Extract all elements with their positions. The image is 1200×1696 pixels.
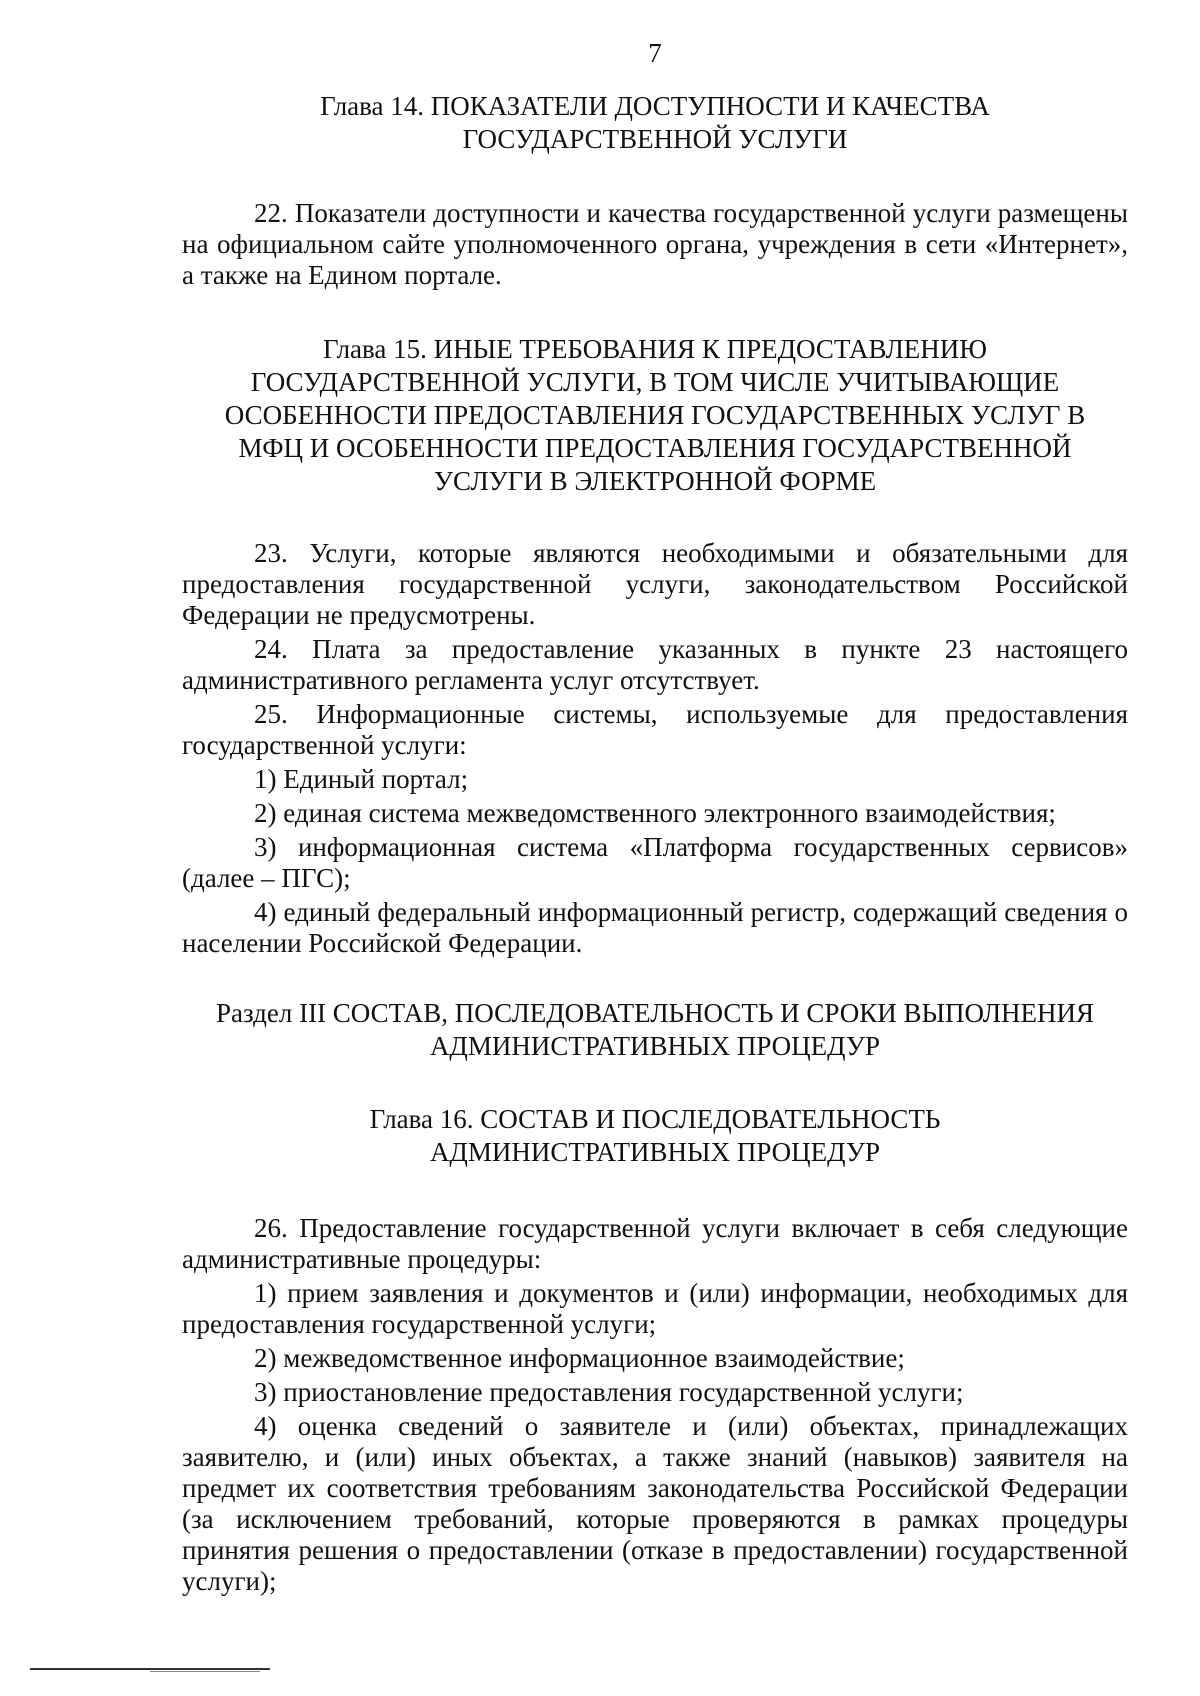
list-item: 1) прием заявления и документов и (или) информации, необходимых для предоставления государственной услуги; (182, 1278, 1128, 1339)
paragraph-26: 26. Предоставление государственной услуги включает в себя следующие административные процедуры: (182, 1213, 1128, 1274)
list-item: 2) единая система межведомственного электронного взаимодействия; (254, 798, 1056, 828)
chapter-16-heading: Глава 16. СОСТАВ И ПОСЛЕДОВАТЕЛЬНОСТЬ АДМИНИСТРАТИВНЫХ ПРОЦЕДУР (369, 1104, 941, 1167)
document-page (182, 36, 1128, 1600)
list-item: 3) информационная система «Платформа государственных сервисов» (далее – ПГС); (182, 832, 1128, 893)
paragraph-23: 23. Услуги, которые являются необходимыми и обязательными для предоставления государственной услуги, законодательством Российской Федерации не предусмотрены. (182, 538, 1128, 630)
list-item: 4) оценка сведений о заявителе и (или) объектах, принадлежащих заявителю, и (или) иных объектах, а также знаний (навыков) заявителя на предмет их соответствия требованиям законодательства Российской Федерации (за исключением требований, которые проверяются в рамках процедуры принятия решения о предоставлении (отказе в предоставлении) государственной услуги); (182, 1411, 1128, 1596)
paragraph-22: 22. Показатели доступности и качества государственной услуги размещены на официальном сайте уполномоченного органа, учреждения в сети «Интернет», а также на Едином портале. (182, 198, 1128, 290)
list-item: 3) приостановление предоставления государственной услуги; (254, 1377, 964, 1407)
footer-rule (30, 1668, 270, 1670)
footer-rule-faint (150, 1671, 260, 1672)
paragraph-25: 25. Информационные системы, используемые для предоставления государственной услуги: (182, 699, 1128, 760)
page-number: 7 (648, 38, 662, 68)
list-item: 2) межведомственное информационное взаимодействие; (254, 1343, 905, 1373)
chapter-14-heading: Глава 14. ПОКАЗАТЕЛИ ДОСТУПНОСТИ И КАЧЕСТВА ГОСУДАРСТВЕННОЙ УСЛУГИ (320, 91, 990, 154)
list-item: 1) Единый портал; (254, 764, 469, 794)
paragraph-24: 24. Плата за предоставление указанных в пункте 23 настоящего административного регламента услуг отсутствует. (182, 634, 1128, 695)
list-item: 4) единый федеральный информационный регистр, содержащий сведения о населении Российской Федерации. (182, 897, 1128, 958)
section-3-heading: Раздел III СОСТАВ, ПОСЛЕДОВАТЕЛЬНОСТЬ И СРОКИ ВЫПОЛНЕНИЯ АДМИНИСТРАТИВНЫХ ПРОЦЕДУР (215, 998, 1095, 1061)
chapter-15-heading: Глава 15. ИНЫЕ ТРЕБОВАНИЯ К ПРЕДОСТАВЛЕНИЮ ГОСУДАРСТВЕННОЙ УСЛУГИ, В ТОМ ЧИСЛЕ УЧИТЫВАЮЩИЕ ОСОБЕННОСТИ ПРЕДОСТАВЛЕНИЯ ГОСУДАРСТВЕННЫХ УСЛУГ В МФЦ И ОСОБЕННОСТИ ПРЕДОСТАВЛЕНИЯ ГОСУДАРСТВЕННОЙ УСЛУГИ В ЭЛЕКТРОННОЙ ФОРМЕ (224, 334, 1086, 496)
